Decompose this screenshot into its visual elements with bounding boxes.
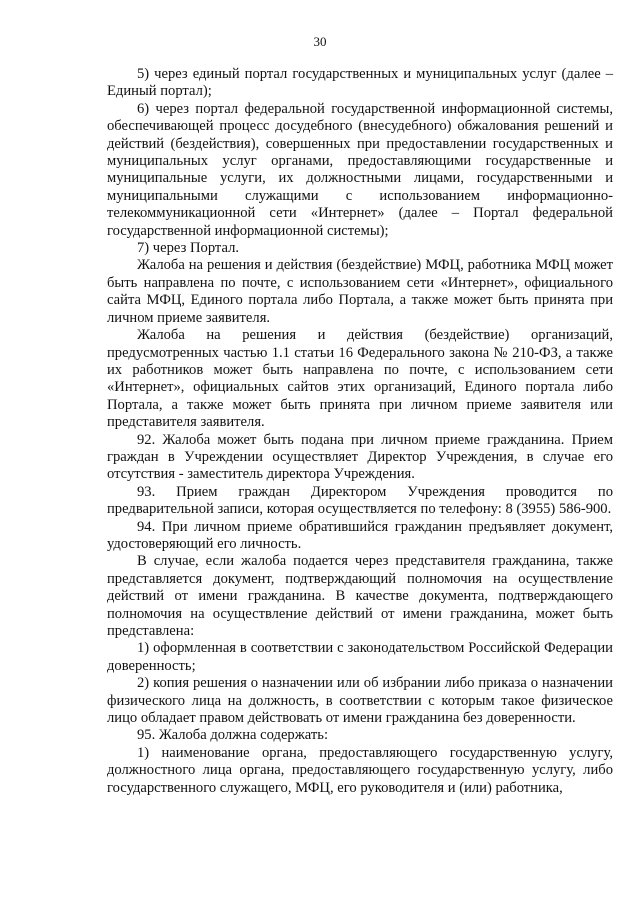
- paragraph-92: 92. Жалоба может быть подана при личном приеме гражданина. Прием граждан в Учреждении осуществляет Директор Учреждения, в случае его отсутствия - заместитель директора Учреждения.: [107, 431, 613, 483]
- paragraph-item-5-unified-portal: 5) через единый портал государственных и муниципальных услуг (далее – Единый портал);: [107, 66, 613, 100]
- paragraph-94: 94. При личном приеме обратившийся гражданин предъявляет документ, удостоверяющий его личность.: [107, 518, 613, 552]
- document-body: [107, 66, 613, 797]
- paragraph-95: 95. Жалоба должна содержать:: [137, 727, 328, 744]
- paragraph-item-6-federal-portal: 6) через портал федеральной государственной информационной системы, обеспечивающей процесс досудебного (внесудебного) обжалования решений и действий (бездействия), совершенных при предоставлении государственных и муниципальных услуг органами, предоставляющими государственные и муниципальные услуги, их должностными лицами, государственными и муниципальными служащими с использованием информационно-телекоммуникационной сети «Интернет» (далее – Портал федеральной государственной информационной системы);: [107, 100, 613, 239]
- paragraph-mfc-complaint: Жалоба на решения и действия (бездействие) МФЦ, работника МФЦ может быть направлена по почте, с использованием сети «Интернет», официального сайта МФЦ, Единого портала либо Портала, а также может быть принята при личном приеме заявителя.: [107, 257, 613, 326]
- paragraph-appointment-copy: 2) копия решения о назначении или об избрании либо приказа о назначении физического лица на должность, в соответствии с которым такое физическое лицо обладает правом действовать от имени гражданина без доверенности.: [107, 675, 613, 727]
- page-number: 30: [313, 34, 327, 49]
- paragraph-power-of-attorney: 1) оформленная в соответствии с законодательством Российской Федерации доверенность;: [107, 640, 613, 674]
- paragraph-item-7-portal: 7) через Портал.: [137, 240, 240, 257]
- paragraph-93: 93. Прием граждан Директором Учреждения проводится по предварительной записи, которая осуществляется по телефону: 8 (3955) 586-900.: [107, 483, 613, 518]
- paragraph-representative: В случае, если жалоба подается через представителя гражданина, также представляется документ, подтверждающий полномочия на осуществление действий от имени гражданина. В качестве документа, подтверждающего полномочия на осуществление действий от имени гражданина, может быть представлена:: [107, 553, 613, 639]
- paragraph-organizations-complaint: Жалоба на решения и действия (бездействие) организаций, предусмотренных частью 1.1 статьи 16 Федерального закона № 210-ФЗ, а также их работников может быть направлена по почте, с использованием сети «Интернет», официальных сайтов этих организаций, Единого портала либо Портала, а также может быть принята при личном приеме заявителя или представителя заявителя.: [107, 327, 613, 431]
- paragraph-95-item-1: 1) наименование органа, предоставляющего государственную услугу, должностного лица органа, предоставляющего государственную услугу, либо государственного служащего, МФЦ, его руководителя и (или) работника,: [107, 744, 613, 796]
